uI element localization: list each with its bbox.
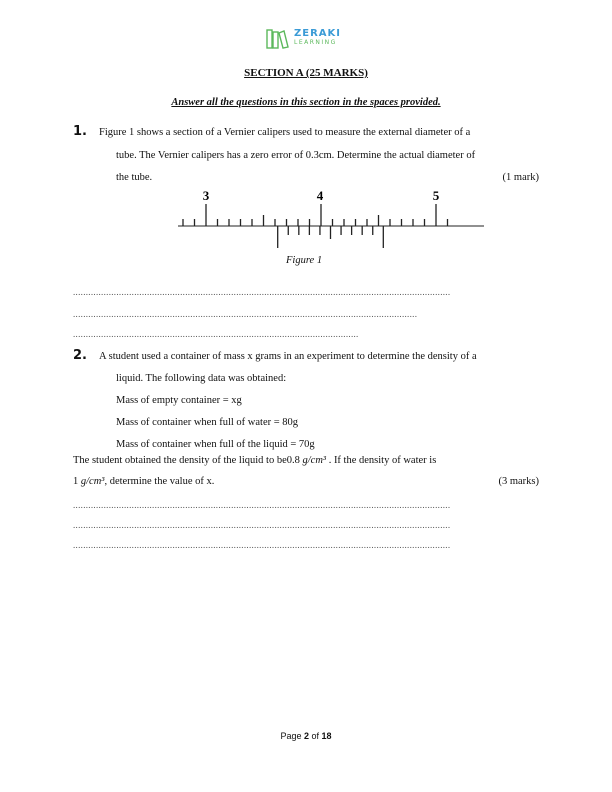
section-title: SECTION A (25 MARKS) [244, 67, 368, 79]
scale-label-3: 3 [202, 188, 210, 203]
answer-line[interactable]: .................................................................................................................................................... [73, 500, 451, 510]
text: 1 [73, 476, 81, 487]
answer-line[interactable]: .................................................................................................................................................... [73, 540, 451, 550]
answer-line[interactable]: .................................................................................................................................................... [73, 520, 451, 530]
answer-line[interactable]: ....................................................................................................................................... [73, 309, 418, 319]
q2-line-6 [73, 455, 436, 466]
q2-line-7 [73, 476, 214, 487]
q1-line-1: Figure 1 shows a section of a Vernier calipers used to measure the external diameter of a [99, 127, 471, 138]
instruction: Answer all the questions in this section in the spaces provided. [171, 97, 441, 108]
q1-line-2: tube. The Vernier calipers has a zero error of 0.3cm. Determine the actual diameter of [116, 150, 476, 161]
q2-line-2: liquid. The following data was obtained: [116, 373, 287, 384]
q1-line-3: the tube. [116, 172, 153, 183]
text: Page [280, 731, 304, 741]
answer-line[interactable]: .................................................................................................................................................... [73, 287, 451, 297]
answer-line[interactable]: ................................................................................................................ [73, 329, 359, 339]
scale-label-5: 5 [432, 188, 440, 203]
unit: g/cm³ [302, 455, 327, 466]
text: . If the density of water is [326, 455, 437, 466]
q2-marks: (3 marks) [498, 476, 539, 487]
question-number-2: 2. [73, 348, 87, 363]
vernier-figure [0, 180, 612, 250]
scale-label-4: 4 [316, 188, 324, 203]
text: of [309, 731, 322, 741]
figure-caption: Figure 1 [286, 255, 323, 266]
q1-marks: (1 mark) [502, 172, 539, 183]
page-number: 2 [303, 731, 309, 741]
question-number-1: 1. [73, 124, 87, 139]
q2-line-4: Mass of container when full of water = 80g [116, 417, 299, 428]
page-total: 18 [321, 731, 332, 741]
text: The student obtained the density of the liquid to be0.8 [73, 455, 303, 466]
books-icon [266, 27, 290, 49]
zeraki-logo [266, 27, 341, 49]
logo-name: ZERAKI [294, 28, 341, 39]
q2-line-5: Mass of container when full of the liquid = 70g [116, 439, 315, 450]
logo-sub: LEARNING [294, 39, 337, 46]
q2-line-1: A student used a container of mass x grams in an experiment to determine the density of a [99, 351, 477, 362]
unit: g/cm³ [80, 476, 105, 487]
page-footer [0, 731, 612, 741]
q2-line-3: Mass of empty container = xg [116, 395, 242, 406]
text: , determine the value of x. [104, 476, 215, 487]
